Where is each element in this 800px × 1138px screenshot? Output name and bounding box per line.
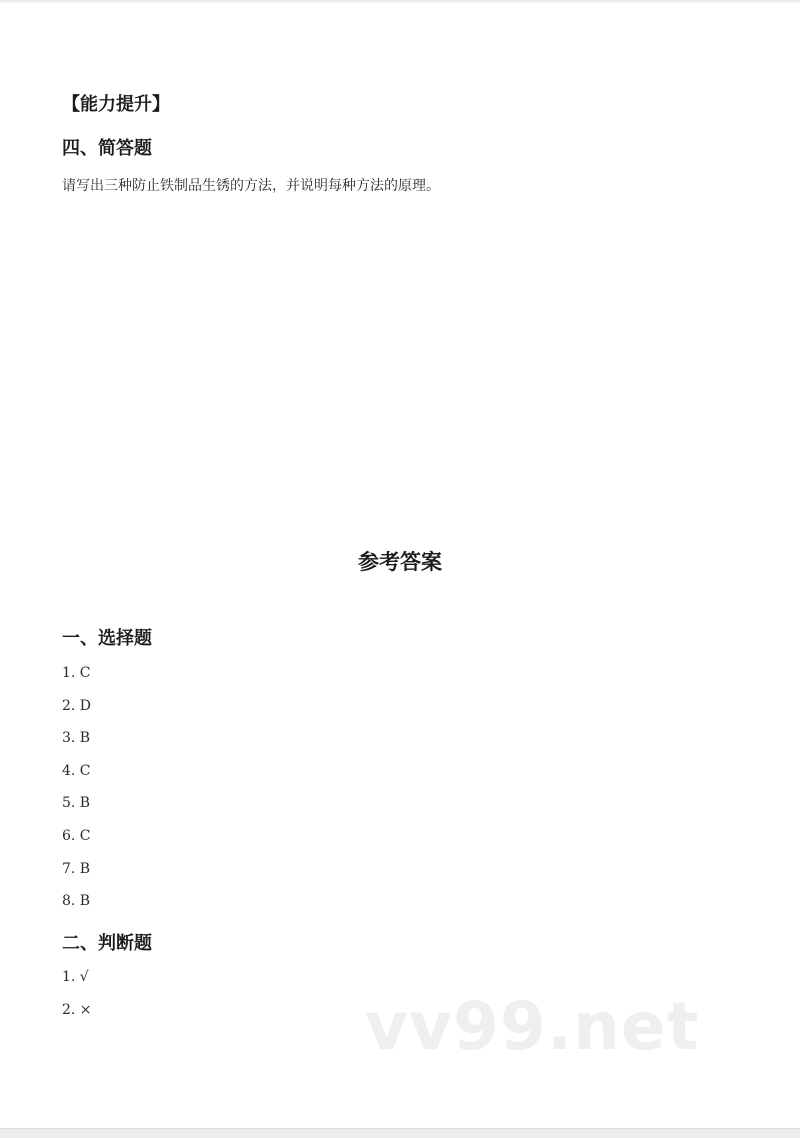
list-item: 1. C [62, 665, 91, 681]
true-false-heading: 二、判断题 [62, 933, 152, 954]
list-item: 5. B [62, 795, 91, 812]
multiple-choice-answers [62, 663, 91, 924]
list-item: 2. × [62, 1001, 92, 1018]
short-answer-heading: 四、简答题 [62, 138, 152, 159]
list-item: 6. C [62, 827, 91, 844]
list-item: 2. D [62, 697, 92, 714]
true-false-answers [62, 967, 92, 1032]
answer-key-title: 参考答案 [358, 550, 442, 574]
list-item: 8. B [62, 893, 91, 910]
list-item: 3. B [62, 730, 91, 747]
short-answer-question: 请写出三种防止铁制品生锈的方法，并说明每种方法的原理。 [62, 178, 440, 194]
list-item: 7. B [62, 860, 91, 877]
page-top-edge [0, 0, 800, 4]
section-tag: 【能力提升】 [62, 94, 170, 115]
watermark: vv99.net [365, 988, 700, 1065]
list-item: 4. C [62, 762, 91, 779]
multiple-choice-heading: 一、选择题 [62, 628, 152, 649]
list-item: 1. √ [62, 969, 89, 985]
